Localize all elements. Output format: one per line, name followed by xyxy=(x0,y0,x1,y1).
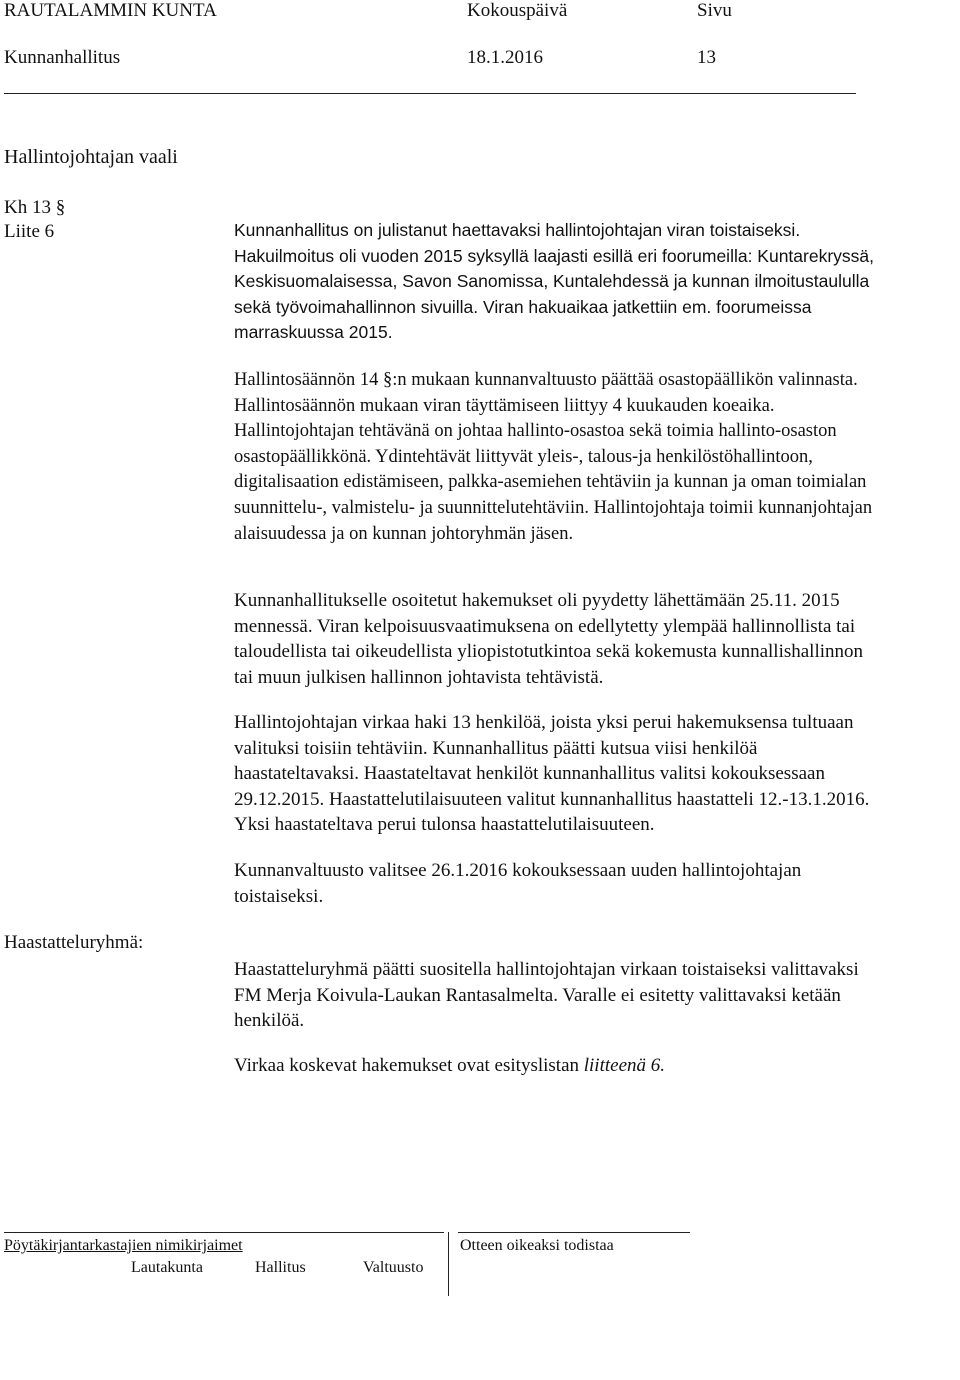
paragraph-regulations: Hallintosäännön 14 §:n mukaan kunnanvaltuusto päättää osastopäällikön valinnasta. Hallintosäännön mukaan viran täyttämiseen liittyy 4 kuukauden koeaika. Hallintojohtajan tehtävänä on johtaa hallinto-osastoa sekä toimia hallinto-osaston osastopäällikkönä. Ydintehtävät liittyvät yleis-, talous-ja henkilöstöhallintoon, digitalisaation edistämiseen, palkka-asemiehen tehtäviin ja kunnan ja oman toimialan suunnittelu-, valmistelu- ja suunnittelutehtäviin. Hallintojohtaja toimii kunnanjohtajan alaisuudessa ja on kunnan johtoryhmän jäsen. xyxy=(234,370,873,544)
meeting-date: 18.1.2016 xyxy=(467,47,543,68)
attachments-text: Virkaa koskevat hakemukset ovat esityslistan xyxy=(234,1055,584,1076)
meeting-date-label: Kokouspäivä xyxy=(467,0,568,21)
attachments-reference: liitteenä 6. xyxy=(583,1055,666,1076)
body-name: Kunnanhallitus xyxy=(4,47,121,68)
attachment-label: Liite 6 xyxy=(4,221,55,242)
section-title: Hallintojohtajan vaali xyxy=(4,146,178,168)
footer-column-council: Valtuusto xyxy=(363,1259,424,1276)
footer-initials-label: Pöytäkirjantarkastajien nimikirjaimet xyxy=(4,1237,243,1254)
footer-certified-copy-label: Otteen oikeaksi todistaa xyxy=(460,1237,614,1254)
footer-column-board: Lautakunta xyxy=(131,1259,203,1276)
footer-rule-left xyxy=(4,1232,444,1233)
footer-divider xyxy=(448,1232,449,1296)
footer-column-government: Hallitus xyxy=(255,1259,306,1276)
footer-rule-right xyxy=(458,1232,690,1233)
header-rule xyxy=(4,93,856,94)
paragraph-attachments xyxy=(234,1053,874,1079)
paragraph-announcement: Kunnanhallitus on julistanut haettavaksi hallintojohtajan viran toistaiseksi. Hakuilmoitus oli vuoden 2015 syksyllä laajasti esillä eri foorumeilla: Kuntarekryssä, Keskisuomalaisessa, Savon Sanomissa, Kuntalehdessä ja kunnan ilmoitustaululla sekä työvoimahallinnon sivuilla. Viran hakuaikaa jatkettiin em. foorumeissa marraskuussa 2015. xyxy=(234,220,875,343)
paragraph-council-decision: Kunnanvaltuusto valitsee 26.1.2016 kokouksessaan uuden hallintojohtajan toistaiseksi. xyxy=(234,860,802,907)
page-label: Sivu xyxy=(697,0,732,21)
section-number: Kh 13 § xyxy=(4,197,66,218)
paragraph-applications: Kunnanhallitukselle osoitetut hakemukset oli pyydetty lähettämään 25.11. 2015 mennessä. Viran kelpoisuusvaatimuksena on edellytetty ylempää hallinnollista tai taloudellista tai oikeudellista yliopistotutkintoa sekä kokemusta kunnallishallinnon tai muun julkisen hallinnon johtavista tehtävistä. xyxy=(234,590,864,688)
interview-group-label: Haastatteluryhmä: xyxy=(4,932,144,953)
paragraph-applicants: Hallintojohtajan virkaa haki 13 henkilöä, joista yksi perui hakemuksensa tultuaan valituksi toisiin tehtäviin. Kunnanhallitus päätti kutsua viisi henkilöä haastateltavaksi. Haastateltavat henkilöt kunnanhallitus valitsi kokouksessaan 29.12.2015. Haastattelutilaisuuteen valitut kunnanhallitus haastatteli 12.-13.1.2016. Yksi haastateltava perui tulonsa haastattelutilaisuuteen. xyxy=(234,712,870,836)
municipality-name: RAUTALAMMIN KUNTA xyxy=(4,0,217,21)
page-number: 13 xyxy=(697,47,716,68)
paragraph-recommendation: Haastatteluryhmä päätti suositella hallintojohtajan virkaan toistaiseksi valittavaksi FM Merja Koivula-Laukan Rantasalmelta. Varalle ei esitetty valittavaksi ketään henkilöä. xyxy=(234,959,859,1032)
